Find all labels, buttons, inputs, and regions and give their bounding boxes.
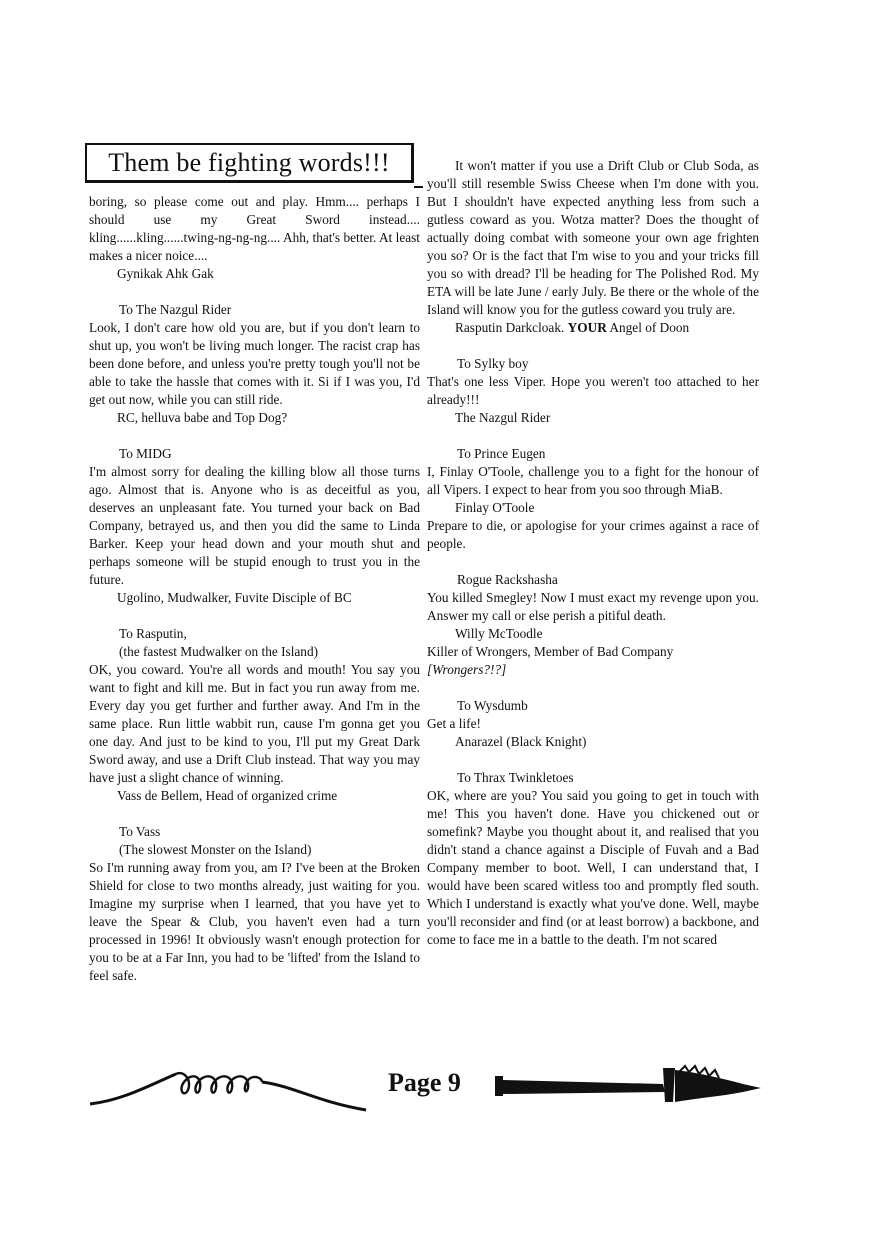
- right-column: [427, 157, 759, 949]
- right-paragraph-4b: Killer of Wrongers, Member of Bad Company: [427, 644, 674, 659]
- left-paragraph-4: OK, you coward. You're all words and mouth! You say you want to fight and kill me. But in fact you run away from me. Every day you get further and further away. And I'm in the same place. Run little wabbit run, cause I'm gonna get you one day. And just to be kind to you, I'll put my Great Dark Sword away, and use a Drift Club instead. That way you may have just a slight chance of winning.: [89, 662, 420, 785]
- left-column: [89, 193, 420, 985]
- left-addressee-5-subtitle: (The slowest Monster on the Island): [119, 842, 312, 857]
- right-paragraph-5: Get a life!: [427, 716, 481, 731]
- left-paragraph-5: So I'm running away from you, am I? I've been at the Broken Shield for close to two months already, just waiting for you. Imagine my surprise when I learned, that you have yet to leave the Spear & Club, you haven't even had a turn processed in 1996! It obviously wasn't enough protection for you to be at a Far Inn, you had to be 'lifted' from the Island to feel safe.: [89, 860, 420, 983]
- title-rule: [414, 186, 423, 188]
- right-paragraph-6: OK, where are you? You said you going to get in touch with me! This you haven't done. Have you chickened out or somefink? Maybe you thought about it, and realised that you didn't stand a chance against a Disciple of Fuvah and a Bad Company member to boot. Well, I can understand that, I would have been scared witless too and promptly fled south. Which I understand is exactly what you've done. Well, maybe you'll reconsider and find (or at least borrow) a backbone, and come to face me in a battle to the death. I'm not scared: [427, 788, 759, 947]
- right-paragraph-1: It won't matter if you use a Drift Club or Club Soda, as you'll still resemble Swiss Cheese when I'm done with you. But I shouldn't have expected anything less from such a gutless coward as you. Wotza matter? Does the thought of actually doing combat with someone your own age frighten you so? Or is the fact that I'm wise to you and your tricks fill you so with dread? I'll be heading for The Polished Rod. My ETA will be late June / early July. Be there or the whole of the Island will know you for the gutless coward you truly are.: [427, 158, 759, 317]
- left-addressee-5: To Vass: [119, 824, 161, 839]
- left-paragraph-2: Look, I don't care how old you are, but if you don't learn to shut up, you won't be living much longer. The racist crap has been done before, and unless you're pretty tough you'll not be able to take the hassle that comes with it. Si if I was you, I'd get out now, while you can still ride.: [89, 320, 420, 407]
- right-paragraph-4c: [Wrongers?!?]: [427, 662, 507, 677]
- signature-emphasis: YOUR: [567, 320, 607, 335]
- left-addressee-2: To The Nazgul Rider: [119, 302, 232, 317]
- left-addressee-3: To MIDG: [119, 446, 172, 461]
- page-number: Page 9: [388, 1068, 461, 1097]
- right-signature-1: [427, 319, 759, 337]
- right-addressee-6: To Thrax Twinkletoes: [457, 770, 574, 785]
- right-paragraph-3: I, Finlay O'Toole, challenge you to a fight for the honour of all Vipers. I expect to hear from you soo through MiaB.: [427, 464, 759, 497]
- right-paragraph-3b: Prepare to die, or apologise for your crimes against a race of people.: [427, 518, 759, 551]
- left-paragraph-3: I'm almost sorry for dealing the killing blow all those turns ago. Almost that is. Anyone who is as deceitful as you, deserves an unpleasant fate. You turned your back on Bad Company, betrayed us, and then you did the same to Linda Barker. Keep your head down and your mouth shut and perhaps someone will be stupid enough to trust you in the future.: [89, 464, 420, 587]
- arrow-ornament-icon: [493, 1062, 763, 1108]
- right-paragraph-4: You killed Smegley! Now I must exact my revenge upon you. Answer my call or else perish a pitiful death.: [427, 590, 759, 623]
- right-addressee-3: To Prince Eugen: [457, 446, 546, 461]
- left-addressee-4: To Rasputin,: [119, 626, 187, 641]
- signature-name: Rasputin Darkcloak.: [455, 320, 565, 335]
- right-signature-5: Anarazel (Black Knight): [455, 734, 587, 749]
- right-signature-4: Willy McToodle: [455, 626, 543, 641]
- section-title: Them be fighting words!!!: [108, 147, 390, 177]
- signature-title: Angel of Doon: [609, 320, 690, 335]
- right-signature-3: Finlay O'Toole: [455, 500, 535, 515]
- left-signature-4: Vass de Bellem, Head of organized crime: [117, 788, 338, 803]
- right-signature-2: The Nazgul Rider: [455, 410, 551, 425]
- right-addressee-4: Rogue Rackshasha: [457, 572, 558, 587]
- left-signature-3: Ugolino, Mudwalker, Fuvite Disciple of BC: [117, 590, 352, 605]
- left-addressee-4-subtitle: (the fastest Mudwalker on the Island): [119, 644, 319, 659]
- left-paragraph-1: boring, so please come out and play. Hmm.... perhaps I should use my Great Sword instead.... kling......kling......twing-ng-ng-ng.... Ahh, that's better. At least makes a nicer noice....: [89, 194, 420, 263]
- right-addressee-2: To Sylky boy: [457, 356, 529, 371]
- swirl-ornament-icon: [88, 1064, 368, 1114]
- section-title-box: [85, 143, 414, 183]
- left-signature-1: Gynikak Ahk Gak: [117, 266, 214, 281]
- right-paragraph-2: That's one less Viper. Hope you weren't too attached to her already!!!: [427, 374, 759, 407]
- right-addressee-5: To Wysdumb: [457, 698, 528, 713]
- left-signature-2: RC, helluva babe and Top Dog?: [117, 410, 288, 425]
